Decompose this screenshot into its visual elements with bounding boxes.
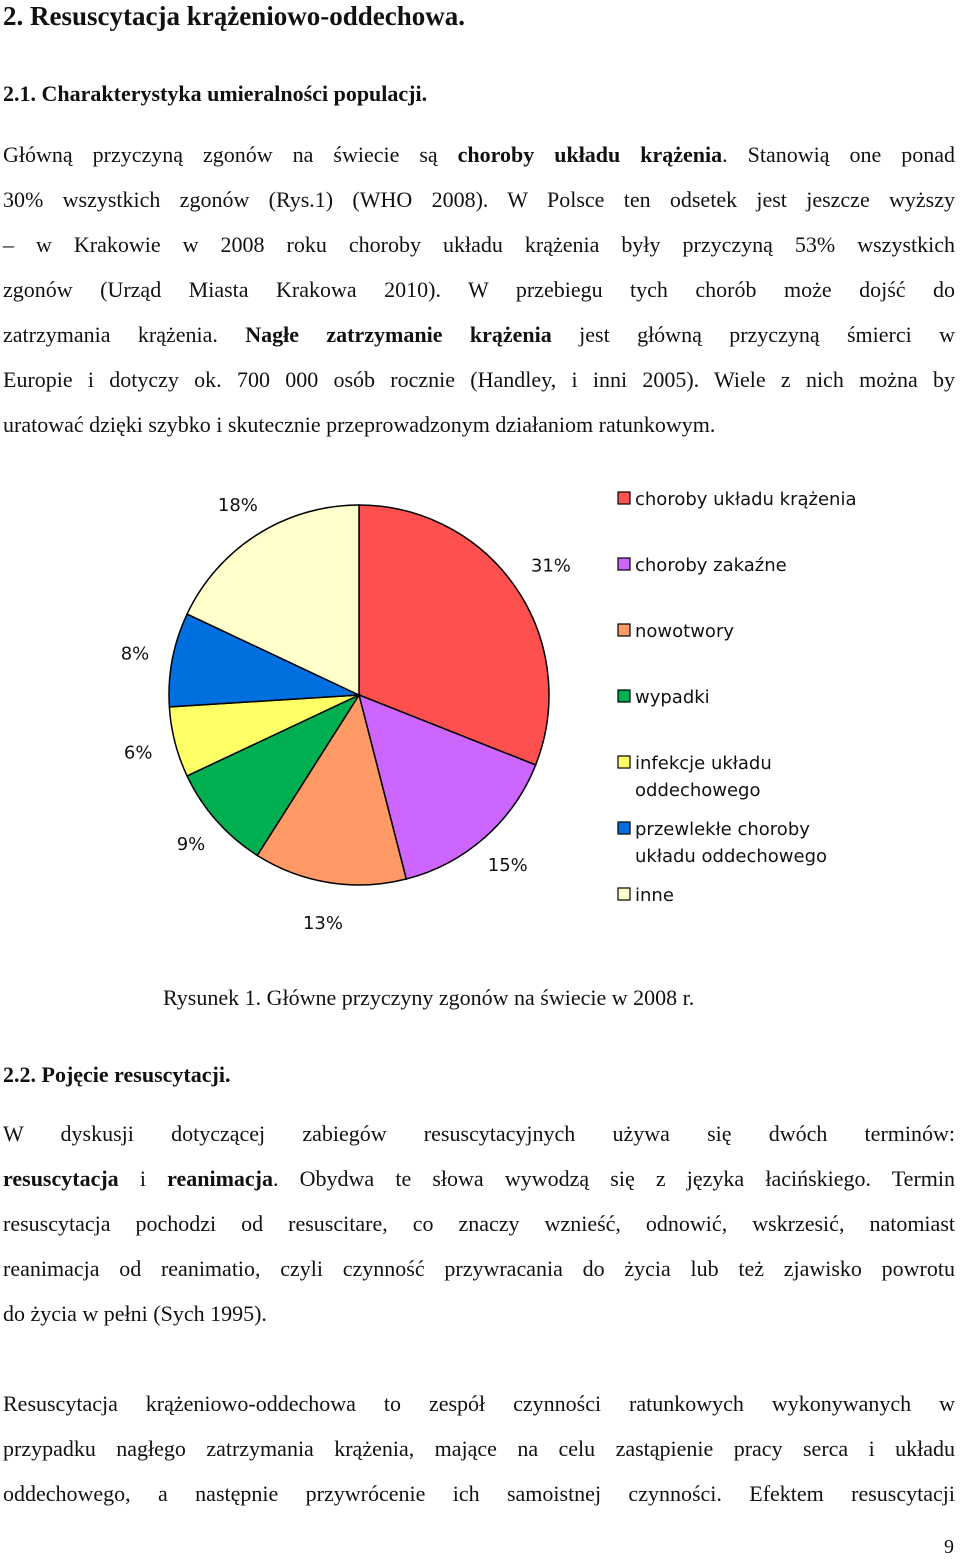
- legend-label: choroby układu krążenia: [635, 489, 857, 510]
- legend-item: [618, 555, 787, 576]
- legend-label: nowotwory: [635, 621, 734, 642]
- section-heading-2-1: 2.1. Charakterystyka umieralności populacji.: [3, 81, 428, 106]
- pie-data-label: 9%: [176, 834, 206, 856]
- pie-data-label: 8%: [120, 643, 150, 665]
- legend-item: [618, 687, 710, 708]
- legend-item: [618, 819, 827, 867]
- legend-label: wypadki: [635, 687, 710, 708]
- legend-label: choroby zakaźne: [635, 555, 787, 576]
- pie-data-label: 18%: [217, 495, 258, 517]
- paragraph-line: Europie i dotyczy ok. 700 000 osób rocznie (Handley, i inni 2005). Wiele z nich można by: [3, 367, 955, 392]
- legend-swatch: [618, 822, 630, 834]
- legend-swatch: [618, 690, 630, 702]
- paragraph-line: resuscytacja i reanimacja. Obydwa te słowa wywodzą się z języka łacińskiego. Termin: [3, 1166, 955, 1191]
- paragraph-line: – w Krakowie w 2008 roku choroby układu krążenia były przyczyną 53% wszystkich: [3, 232, 955, 257]
- legend-swatch: [618, 624, 630, 636]
- paragraph-line: Główną przyczyną zgonów na świecie są choroby układu krążenia. Stanowią one ponad: [3, 142, 955, 167]
- pie-chart: [0, 470, 960, 940]
- paragraph-line: przypadku nagłego zatrzymania krążenia, mające na celu zastąpienie pracy serca i układu: [3, 1436, 955, 1461]
- paragraph-line: Resuscytacja krążeniowo-oddechowa to zespół czynności ratunkowych wykonywanych w: [3, 1391, 955, 1416]
- paragraph-line: 30% wszystkich zgonów (Rys.1) (WHO 2008). W Polsce ten odsetek jest jeszcze wyższy: [3, 187, 955, 212]
- chapter-heading: 2. Resuscytacja krążeniowo-oddechowa.: [3, 1, 465, 31]
- pie-data-label: 13%: [302, 913, 344, 935]
- legend-label: przewlekłe choroby: [635, 819, 810, 840]
- legend-swatch: [618, 492, 630, 504]
- paragraph-line: resuscytacja pochodzi od resuscitare, co znaczy wznieść, odnowić, wskrzesić, natomiast: [3, 1211, 955, 1236]
- legend-swatch: [618, 888, 630, 900]
- page-number: 9: [944, 1536, 954, 1558]
- figure-caption: Rysunek 1. Główne przyczyny zgonów na świecie w 2008 r.: [163, 985, 695, 1010]
- legend-item: [618, 489, 856, 510]
- paragraph-line: uratować dzięki szybko i skutecznie przeprowadzonym działaniom ratunkowym.: [3, 412, 716, 437]
- paragraph-mortality: [3, 132, 955, 447]
- bold-term: Nagłe zatrzymanie krążenia: [245, 322, 552, 347]
- bold-term: resuscytacja: [3, 1166, 119, 1191]
- paragraph-line: do życia w pełni (Sych 1995).: [3, 1301, 267, 1326]
- paragraph-line: oddechowego, a następnie przywrócenie ich samoistnej czynności. Efektem resuscytacji: [3, 1481, 955, 1506]
- legend-swatch: [618, 558, 630, 570]
- paragraph-line: zatrzymania krążenia. Nagłe zatrzymanie krążenia jest główną przyczyną śmierci w: [3, 322, 956, 347]
- bold-term: choroby układu krążenia: [457, 142, 723, 167]
- legend-swatch: [618, 756, 630, 768]
- paragraph-resuscitation-terms: [3, 1111, 955, 1336]
- legend-label: infekcje układu: [635, 753, 772, 774]
- pie-data-label: 15%: [487, 854, 528, 876]
- legend-item: [618, 753, 772, 801]
- legend-item: [618, 885, 674, 906]
- paragraph-cpr-definition: [3, 1381, 955, 1516]
- legend-item: [618, 621, 734, 642]
- legend-label: inne: [635, 885, 674, 906]
- pie-data-label: 6%: [123, 742, 153, 764]
- paragraph-line: zgonów (Urząd Miasta Krakowa 2010). W przebiegu tych chorób może dojść do: [3, 277, 955, 302]
- bold-term: reanimacja: [167, 1166, 273, 1191]
- section-heading-2-2: 2.2. Pojęcie resuscytacji.: [3, 1062, 231, 1087]
- paragraph-line: W dyskusji dotyczącej zabiegów resuscytacyjnych używa się dwóch terminów:: [3, 1121, 955, 1146]
- legend-label: oddechowego: [635, 780, 761, 801]
- legend-label: układu oddechowego: [635, 846, 828, 867]
- pie-data-label: 31%: [530, 555, 571, 577]
- paragraph-line: reanimacja od reanimatio, czyli czynność przywracania do życia lub też zjawisko powrotu: [3, 1256, 955, 1281]
